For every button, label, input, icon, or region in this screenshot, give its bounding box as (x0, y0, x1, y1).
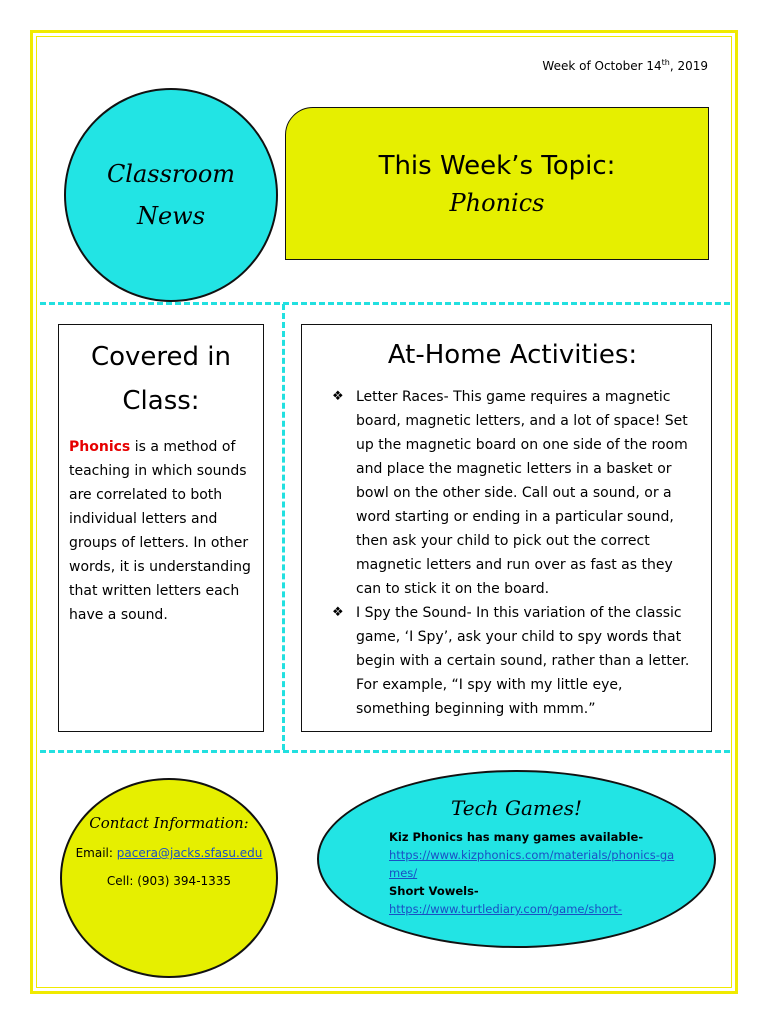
topic-title: This Week’s Topic: (378, 150, 616, 181)
activity-item (332, 385, 693, 601)
tech-title: Tech Games! (450, 796, 583, 820)
email-label: Email: (75, 846, 117, 860)
phonics-keyword: Phonics (69, 439, 131, 455)
turtlediary-link[interactable]: https://www.turtlediary.com/game/short- (389, 902, 623, 916)
activity-text: Letter Races- This game requires a magnetic board, magnetic letters, and a lot of space! Set up the magnetic board on one side of the room and place the magnetic letters in a basket or bowl on the other side. Call out a sound, or a word starting or ending in a particular sound, then ask your child to pick out the correct magnetic letters and run over as fast as they can to stick it on the board. (356, 389, 688, 597)
news-title-line2: News (136, 202, 206, 230)
tech-line1: Kiz Phonics has many games available- (389, 830, 644, 844)
diamond-bullet-icon: ❖ (332, 605, 344, 620)
activity-text: I Spy the Sound- In this variation of the classic game, ‘I Spy’, ask your child to spy words that begin with a certain sound, rather than a letter. For example, “I spy with my little eye, something beginning with mmm.” (356, 605, 690, 717)
divider-bottom (40, 750, 730, 753)
tech-line2: Short Vowels- (389, 884, 479, 898)
tech-games-oval (317, 770, 716, 948)
kizphonics-link[interactable]: https://www.kizphonics.com/materials/phonics-games/ (389, 848, 675, 880)
date-line (542, 58, 708, 73)
contact-email-line (62, 846, 276, 860)
covered-heading-line2: Class: (122, 386, 200, 416)
tech-body (389, 828, 679, 918)
topic-banner (285, 107, 709, 260)
topic-subject: Phonics (449, 188, 545, 217)
divider-vertical (282, 304, 285, 750)
covered-body (69, 435, 253, 627)
covered-text: is a method of teaching in which sounds are correlated to both individual letters and groups of letters. In other words, it is understanding that written letters each have a sound. (69, 439, 251, 623)
email-link[interactable]: pacera@jacks.sfasu.edu (116, 846, 263, 860)
news-title-line1: Classroom (106, 160, 236, 188)
contact-circle (60, 778, 278, 978)
covered-in-class-box (58, 324, 264, 732)
at-home-activities-box (301, 324, 712, 732)
date-text: Week of October 14 (542, 59, 662, 73)
activities-heading: At-Home Activities: (387, 340, 638, 370)
contact-title: Contact Information: (89, 814, 249, 832)
divider-top (40, 302, 730, 305)
classroom-news-circle (64, 88, 278, 302)
covered-heading-line1: Covered in (90, 342, 232, 372)
diamond-bullet-icon: ❖ (332, 389, 344, 404)
date-sup: th (661, 58, 670, 67)
covered-heading (69, 335, 253, 423)
date-year: , 2019 (669, 59, 708, 73)
contact-cell: Cell: (903) 394-1335 (106, 874, 232, 888)
activity-item (332, 601, 693, 721)
